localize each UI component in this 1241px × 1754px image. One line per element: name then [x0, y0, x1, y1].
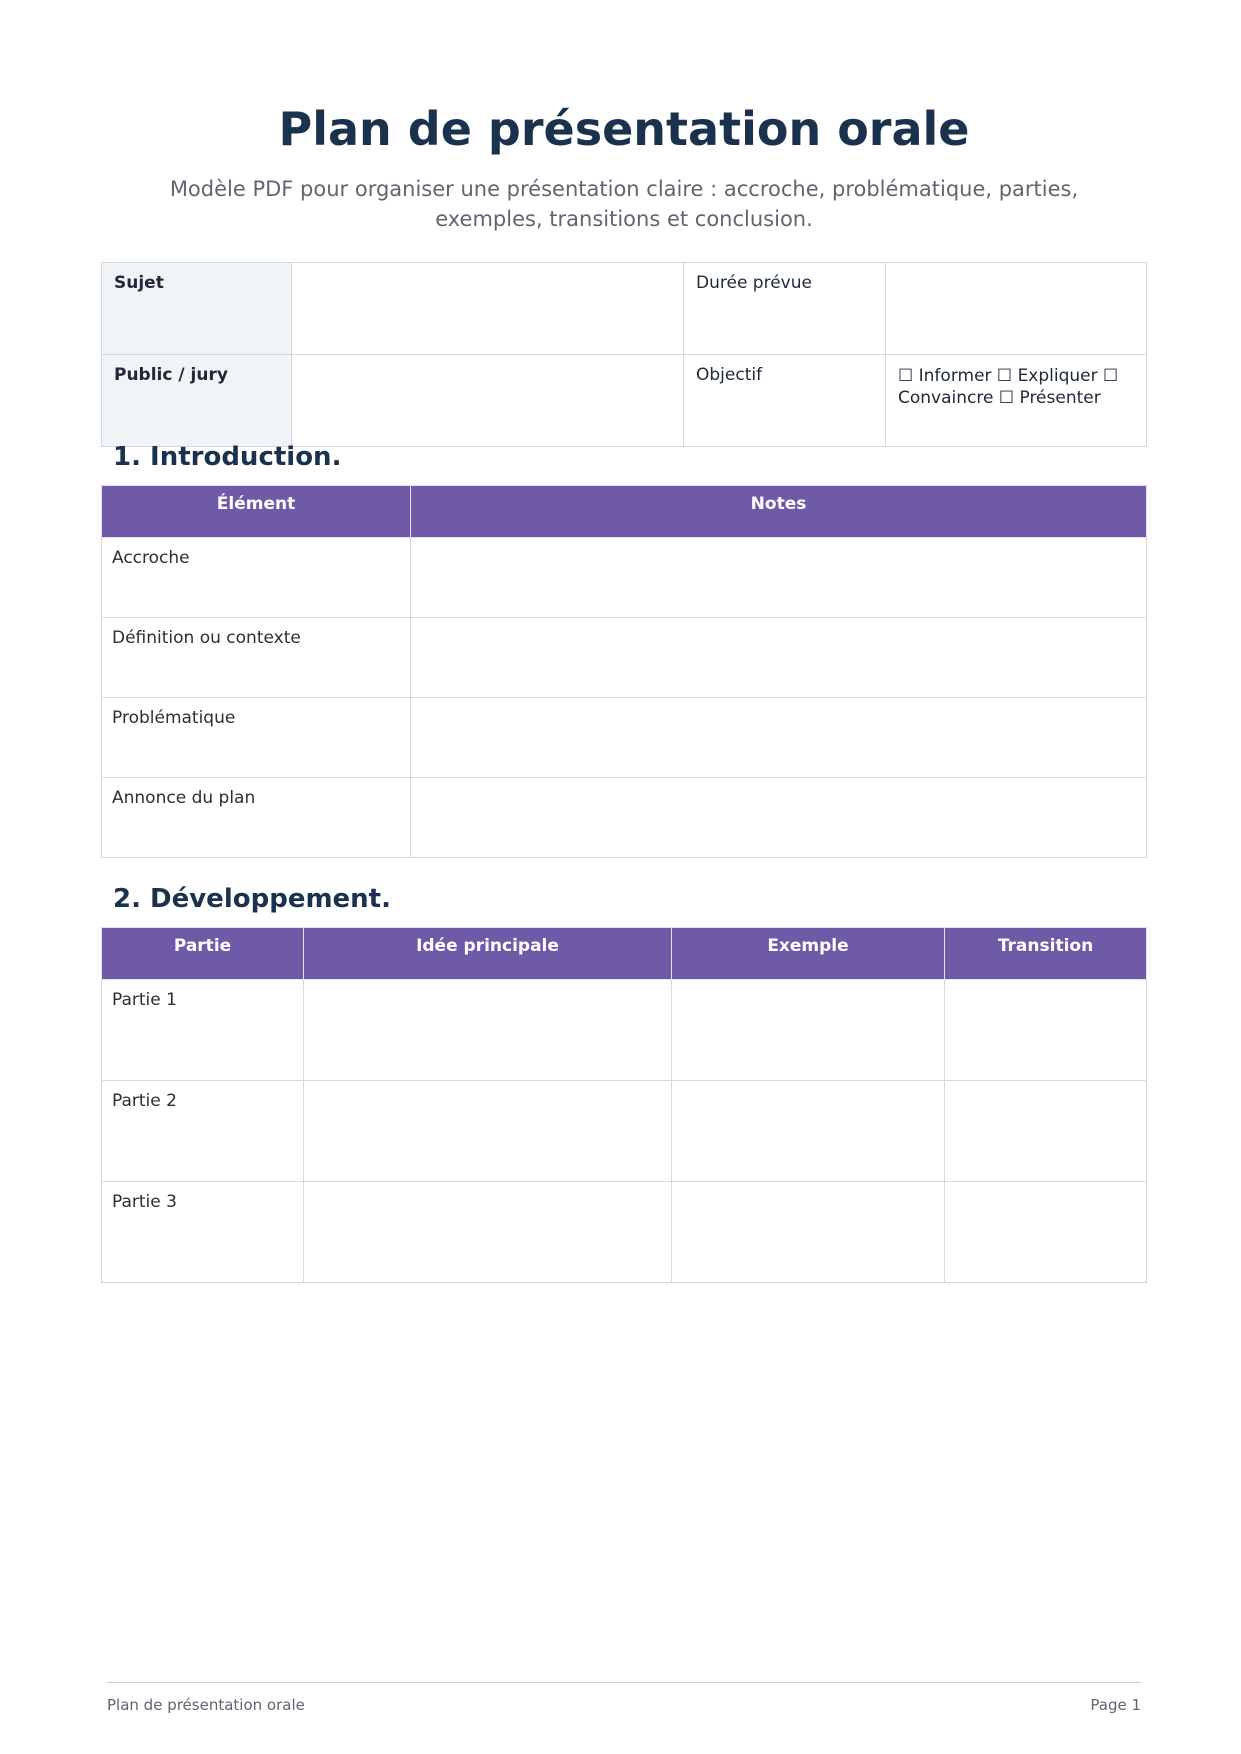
main-idea-cell[interactable] — [304, 1182, 672, 1283]
dev-header-transition: Transition — [945, 928, 1147, 980]
duration-label: Durée prévue — [684, 263, 886, 355]
intro-header-row — [102, 486, 1147, 538]
dev-row-label: Partie 3 — [102, 1182, 304, 1283]
intro-header-element: Élément — [102, 486, 411, 538]
table-row — [102, 698, 1147, 778]
table-row — [102, 1182, 1147, 1283]
transition-cell[interactable] — [945, 980, 1147, 1081]
dev-header-part: Partie — [102, 928, 304, 980]
dev-row-label: Partie 1 — [102, 980, 304, 1081]
objective-label: Objectif — [684, 355, 886, 447]
info-row-1 — [102, 263, 1147, 355]
table-row — [102, 778, 1147, 858]
dev-header-main-idea: Idée principale — [304, 928, 672, 980]
dev-header-example: Exemple — [672, 928, 945, 980]
page-number: Page 1 — [1090, 1696, 1141, 1714]
example-cell[interactable] — [672, 1081, 945, 1182]
footer-title: Plan de présentation orale — [107, 1696, 305, 1714]
transition-cell[interactable] — [945, 1182, 1147, 1283]
intro-row-label: Accroche — [102, 538, 411, 618]
objective-options[interactable]: ☐ Informer ☐ Expliquer ☐ Convaincre ☐ Présenter — [886, 355, 1147, 447]
table-row — [102, 538, 1147, 618]
table-row — [102, 980, 1147, 1081]
table-row — [102, 618, 1147, 698]
intro-notes-cell[interactable] — [411, 698, 1147, 778]
intro-notes-cell[interactable] — [411, 618, 1147, 698]
info-table — [101, 262, 1147, 447]
example-cell[interactable] — [672, 980, 945, 1081]
transition-cell[interactable] — [945, 1081, 1147, 1182]
duration-field[interactable] — [886, 263, 1147, 355]
intro-row-label: Définition ou contexte — [102, 618, 411, 698]
page-subtitle: Modèle PDF pour organiser une présentation claire : accroche, problématique, parties, exemples, transitions et conclusion. — [169, 177, 1079, 231]
intro-heading: 1. Introduction. — [113, 442, 342, 472]
table-row — [102, 1081, 1147, 1182]
subject-label: Sujet — [102, 263, 292, 355]
development-header-row — [102, 928, 1147, 980]
intro-header-notes: Notes — [411, 486, 1147, 538]
footer-divider — [107, 1682, 1141, 1683]
audience-field[interactable] — [292, 355, 684, 447]
info-row-2 — [102, 355, 1147, 447]
subject-field[interactable] — [292, 263, 684, 355]
intro-notes-cell[interactable] — [411, 778, 1147, 858]
main-idea-cell[interactable] — [304, 1081, 672, 1182]
page-title: Plan de présentation orale — [278, 102, 970, 156]
dev-row-label: Partie 2 — [102, 1081, 304, 1182]
example-cell[interactable] — [672, 1182, 945, 1283]
audience-label: Public / jury — [102, 355, 292, 447]
intro-row-label: Problématique — [102, 698, 411, 778]
intro-notes-cell[interactable] — [411, 538, 1147, 618]
development-table — [101, 927, 1147, 1283]
main-idea-cell[interactable] — [304, 980, 672, 1081]
intro-table — [101, 485, 1147, 858]
intro-row-label: Annonce du plan — [102, 778, 411, 858]
development-heading: 2. Développement. — [113, 884, 391, 914]
